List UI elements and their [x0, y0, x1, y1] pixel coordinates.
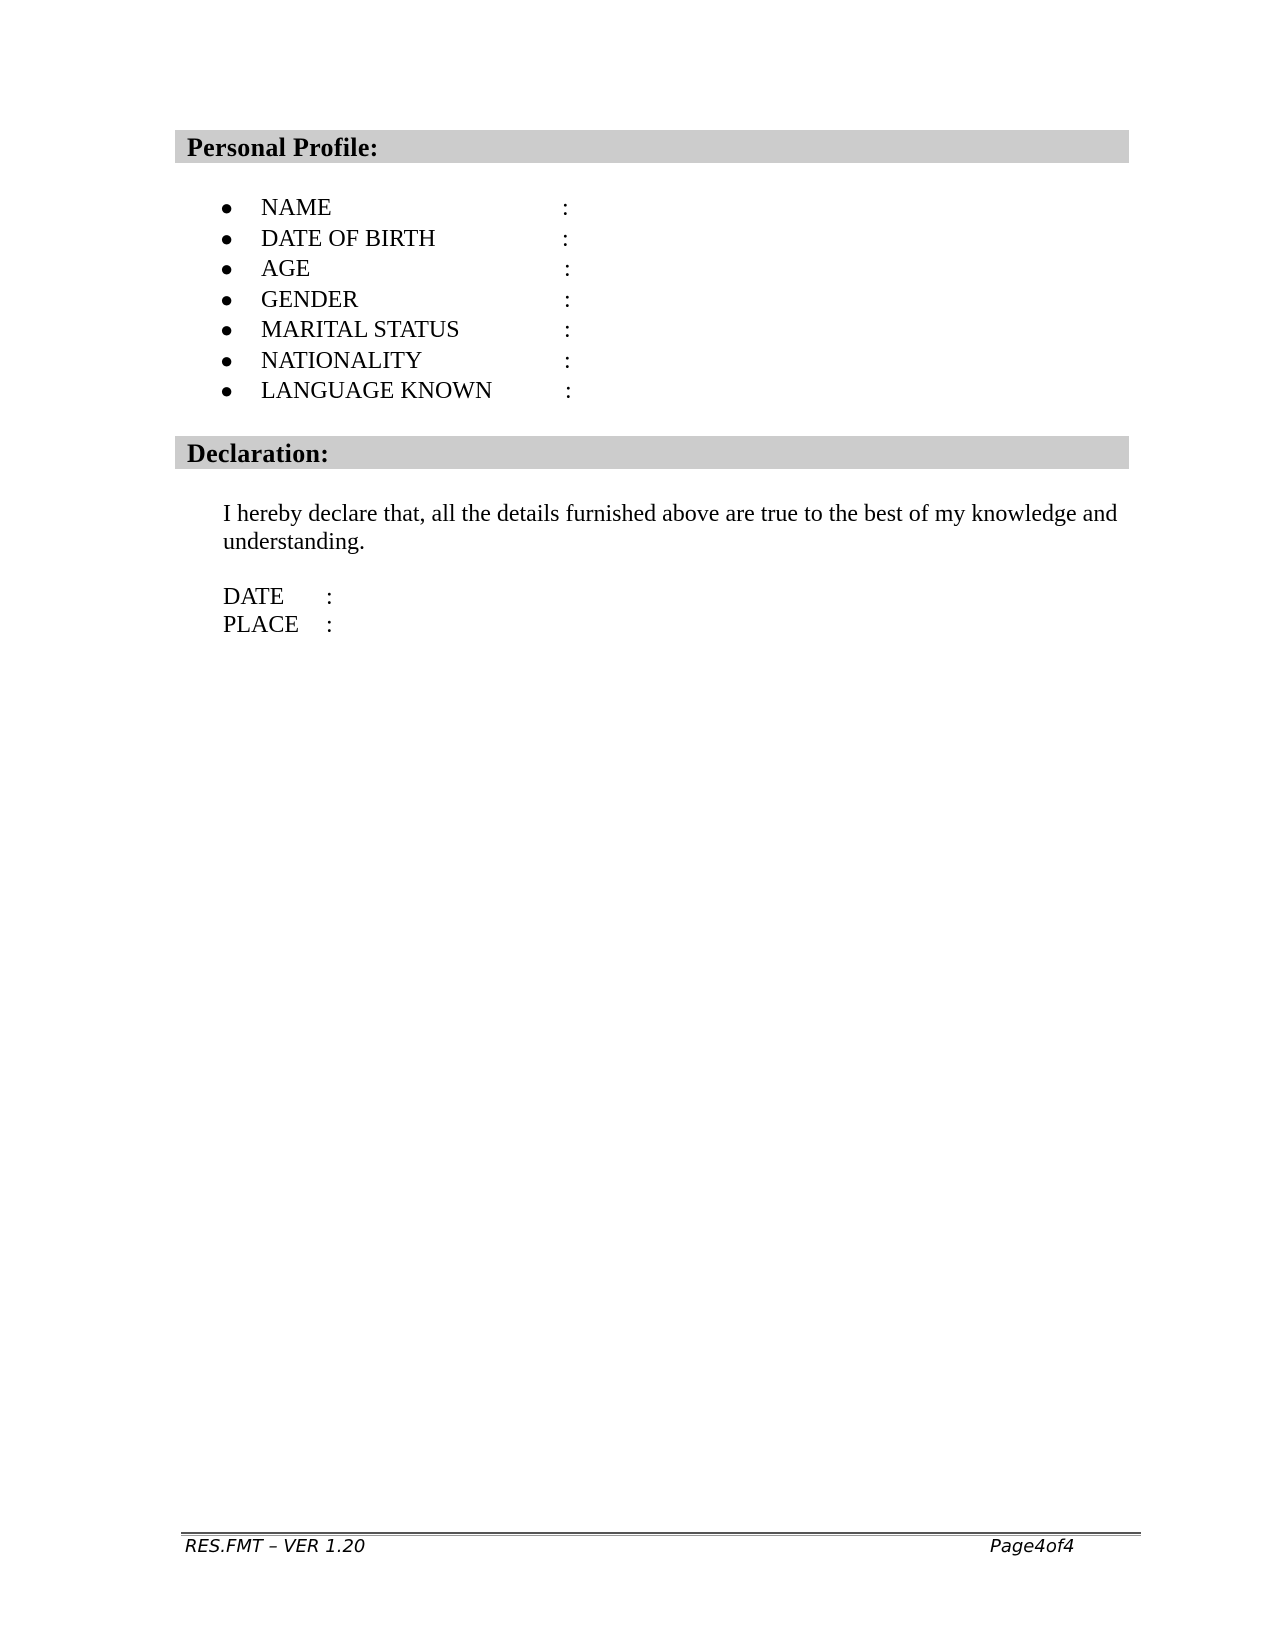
bullet-icon: ●: [220, 317, 234, 342]
field-colon: :: [564, 347, 571, 374]
bullet-icon: ●: [220, 286, 234, 312]
profile-row-name: [220, 193, 600, 224]
bullet-icon: ●: [220, 256, 234, 281]
bullet-icon: ●: [220, 225, 234, 251]
field-colon: :: [562, 195, 569, 221]
footer-format-version: RES.FMT – VER 1.20: [185, 1536, 366, 1557]
field-label-marital-status: MARITAL STATUS: [261, 317, 460, 343]
profile-row-language-known: [220, 376, 600, 407]
field-label-name: NAME: [261, 195, 332, 221]
declaration-heading: [175, 436, 1129, 469]
personal-profile-heading-text: Personal Profile:: [187, 133, 379, 162]
field-colon: :: [564, 286, 571, 313]
footer-page-number: Page4of4: [990, 1536, 1075, 1557]
field-label-nationality: NATIONALITY: [261, 347, 423, 374]
field-label-gender: GENDER: [261, 286, 359, 313]
bullet-icon: ●: [220, 378, 234, 403]
date-colon: :: [326, 584, 333, 610]
personal-profile-heading: [175, 130, 1129, 163]
field-colon: :: [564, 256, 571, 282]
profile-row-date-of-birth: [220, 224, 600, 255]
field-label-age: AGE: [261, 256, 311, 282]
profile-row-nationality: [220, 346, 600, 377]
bullet-icon: ●: [220, 347, 234, 373]
field-colon: :: [565, 378, 572, 404]
profile-row-gender: [220, 285, 600, 316]
field-label-language-known: LANGUAGE KNOWN: [261, 378, 493, 404]
declaration-heading-text: Declaration:: [187, 439, 330, 468]
profile-row-marital-status: [220, 315, 600, 346]
personal-profile-list: [220, 193, 600, 407]
place-label: PLACE: [223, 612, 300, 638]
bullet-icon: ●: [220, 195, 234, 220]
declaration-text: I hereby declare that, all the details furnished above are true to the best of my knowledge and understanding.: [223, 501, 1118, 555]
field-label-date-of-birth: DATE OF BIRTH: [261, 225, 436, 252]
date-label: DATE: [223, 584, 285, 610]
place-colon: :: [326, 612, 333, 638]
profile-row-age: [220, 254, 600, 285]
field-colon: :: [562, 225, 569, 252]
field-colon: :: [564, 317, 571, 343]
